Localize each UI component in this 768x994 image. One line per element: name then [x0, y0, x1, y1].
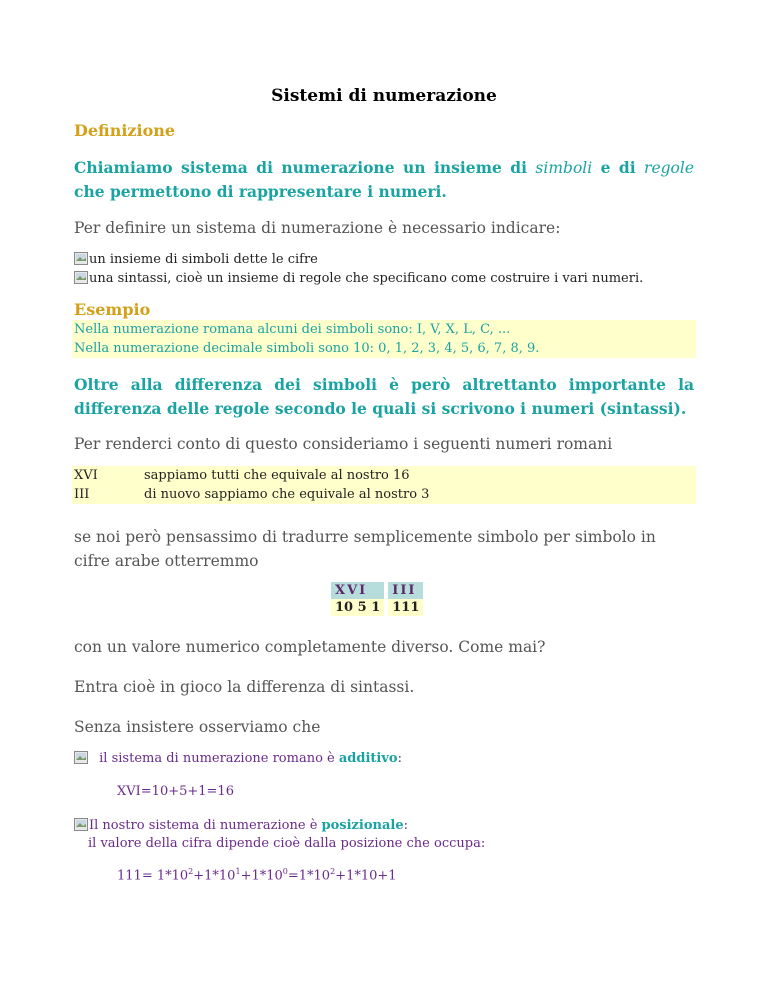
roman-code: XVI [74, 468, 98, 483]
bullet-image-icon [74, 818, 88, 831]
conversion-table [331, 582, 423, 616]
additivo-keyword: additivo [338, 751, 398, 766]
list-item: una sintassi, cioè un insieme di regole che specificano come costruire i vari numeri. [74, 269, 643, 288]
definition-statement: Chiamiamo sistema di numerazione un insieme di simboli e di regole che permettono di rappresentare i numeri. [74, 158, 694, 201]
roman-example-row [72, 485, 696, 504]
roman-examples-box [72, 466, 696, 504]
roman-explanation: sappiamo tutti che equivale al nostro 16 [144, 468, 410, 483]
definition-intro: Per definire un sistema di numerazione è necessario indicare: [74, 219, 561, 237]
renderci-text: Per renderci conto di questo consideriamo i seguenti numeri romani [74, 435, 613, 453]
example-line: Nella numerazione romana alcuni dei simboli sono: I, V, X, L, C, ... [74, 322, 511, 337]
differenza-statement: Oltre alla differenza dei simboli è però altrettanto importante la differenza delle regole secondo le quali si scrivono i numeri (sintassi). [74, 375, 694, 418]
conversion-value-iii: 111 [388, 599, 423, 616]
bullet-image-icon [74, 252, 88, 265]
additivo-line: il sistema di numerazione romano è additivo: [74, 751, 402, 766]
entra-text: Entra cioè in gioco la differenza di sintassi. [74, 678, 415, 696]
conversion-head-xvi: XVI [331, 582, 384, 599]
posizionale-explanation: il valore della cifra dipende cioè dalla posizione che occupa: [88, 836, 486, 851]
senza-text: Senza insistere osserviamo che [74, 718, 321, 736]
bullet-image-icon [74, 271, 88, 284]
example-box [72, 320, 696, 358]
page-title: Sistemi di numerazione [271, 86, 497, 106]
list-item: un insieme di simboli dette le cifre [74, 250, 643, 269]
additivo-formula: XVI=10+5+1=16 [117, 784, 234, 799]
conversion-head-iii: III [388, 582, 423, 599]
tradurre-text: se noi però pensassimo di tradurre semplicemente simbolo per simbolo in cifre arabe otterremmo [74, 528, 656, 570]
posizionale-formula: $111= 1*10^2+1*10^1+1*10^0=1*10^2+1*10+1$ [117, 867, 397, 884]
definizione-heading: Definizione [74, 121, 176, 140]
bullet-image-icon [74, 751, 88, 764]
roman-example-row [72, 466, 696, 485]
diverso-text: con un valore numerico completamente diverso. Come mai? [74, 638, 546, 656]
posizionale-keyword: posizionale [321, 818, 404, 833]
roman-code: III [74, 487, 90, 502]
esempio-heading: Esempio [74, 300, 151, 319]
example-line: Nella numerazione decimale simboli sono 10: 0, 1, 2, 3, 4, 5, 6, 7, 8, 9. [74, 341, 540, 356]
definition-list [74, 250, 643, 288]
posizionale-line: Il nostro sistema di numerazione è posizionale: [74, 818, 408, 833]
conversion-value-xvi: 10 5 1 [331, 599, 384, 616]
roman-explanation: di nuovo sappiamo che equivale al nostro 3 [144, 487, 430, 502]
